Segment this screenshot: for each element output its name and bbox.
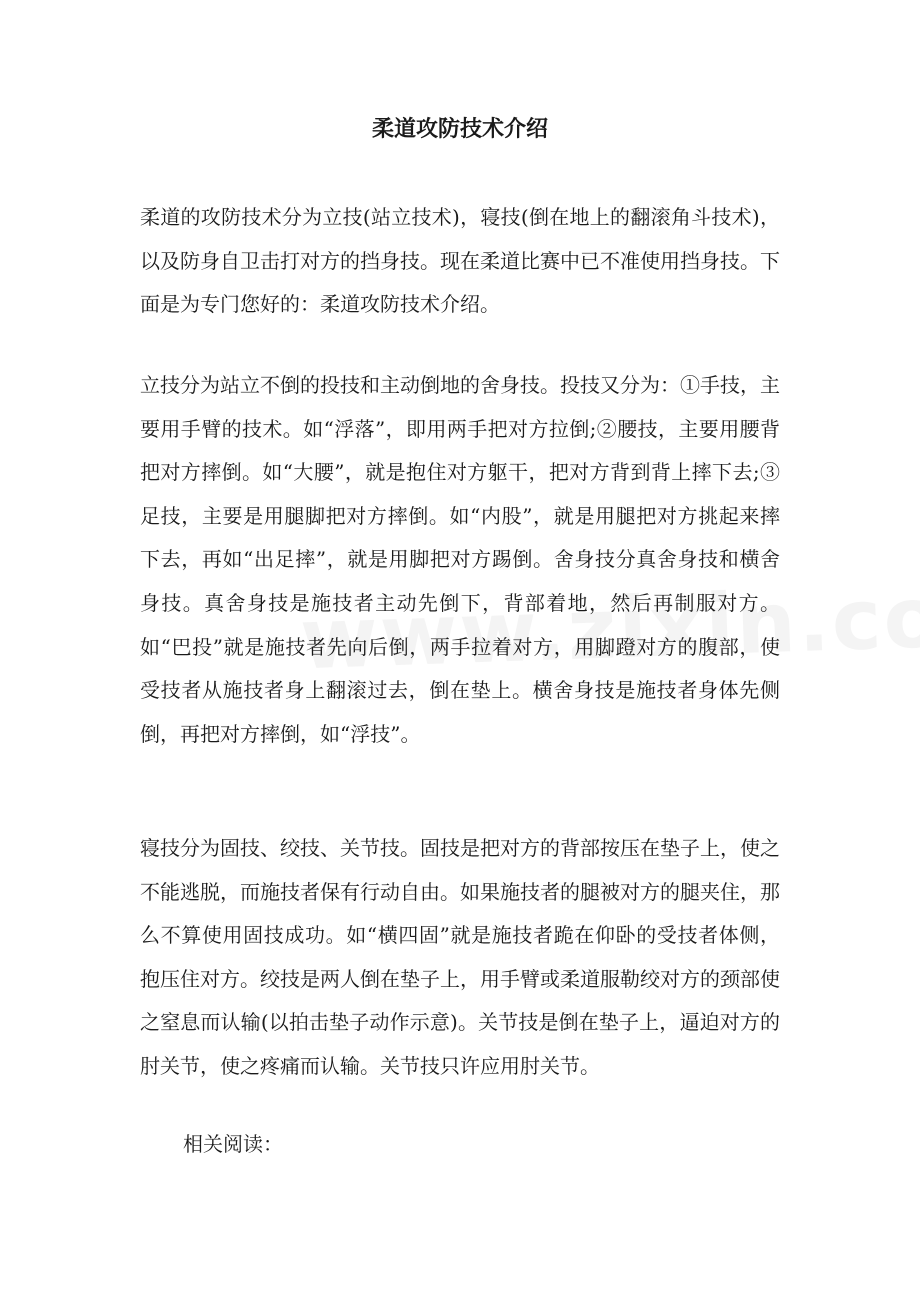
paragraph-ground-techniques: 寝技分为固技、绞技、关节技。固技是把对方的背部按压在垫子上，使之不能逃脱，而施技者保有行动自由。如果施技者的腿被对方的腿夹住，那么不算使用固技成功。如“横四固”就是施技者跪在仰卧的受技者体侧，抱压住对方。绞技是两人倒在垫子上，用手臂或柔道服勒绞对方的颈部使之窒息而认输(以拍击垫子动作示意)。关节技是倒在垫子上，逼迫对方的肘关节，使之疼痛而认输。关节技只许应用肘关节。 (140, 836, 780, 1078)
paragraph-standing-techniques: 立技分为站立不倒的投技和主动倒地的舍身技。投技又分为：①手技，主要用手臂的技术。如“浮落”，即用两手把对方拉倒;②腰技，主要用腰背把对方摔倒。如“大腰”，就是抱住对方躯干，把对方背到背上摔下去;③足技，主要是用腿脚把对方摔倒。如“内股”，就是用腿把对方挑起来摔下去，再如“出足摔”，就是用脚把对方踢倒。舍身技分真舍身技和横舍身技。真舍身技是施技者主动先倒下，背部着地，然后再制服对方。如“巴投”就是施技者先向后倒，两手拉着对方，用脚蹬对方的腹部，使受技者从施技者身上翻滚过去，倒在垫上。横舍身技是施技者身体先侧倒，再把对方摔倒，如“浮技”。 (140, 373, 780, 746)
document-title: 柔道攻防技术介绍 (371, 116, 548, 142)
related-reading-label: 相关阅读： (183, 1132, 283, 1156)
paragraph-intro: 柔道的攻防技术分为立技(站立技术)，寝技(倒在地上的翻滚角斗技术)，以及防身自卫击打对方的挡身技。现在柔道比赛中已不准使用挡身技。下面是为专门您好的：柔道攻防技术介绍。 (140, 205, 780, 317)
